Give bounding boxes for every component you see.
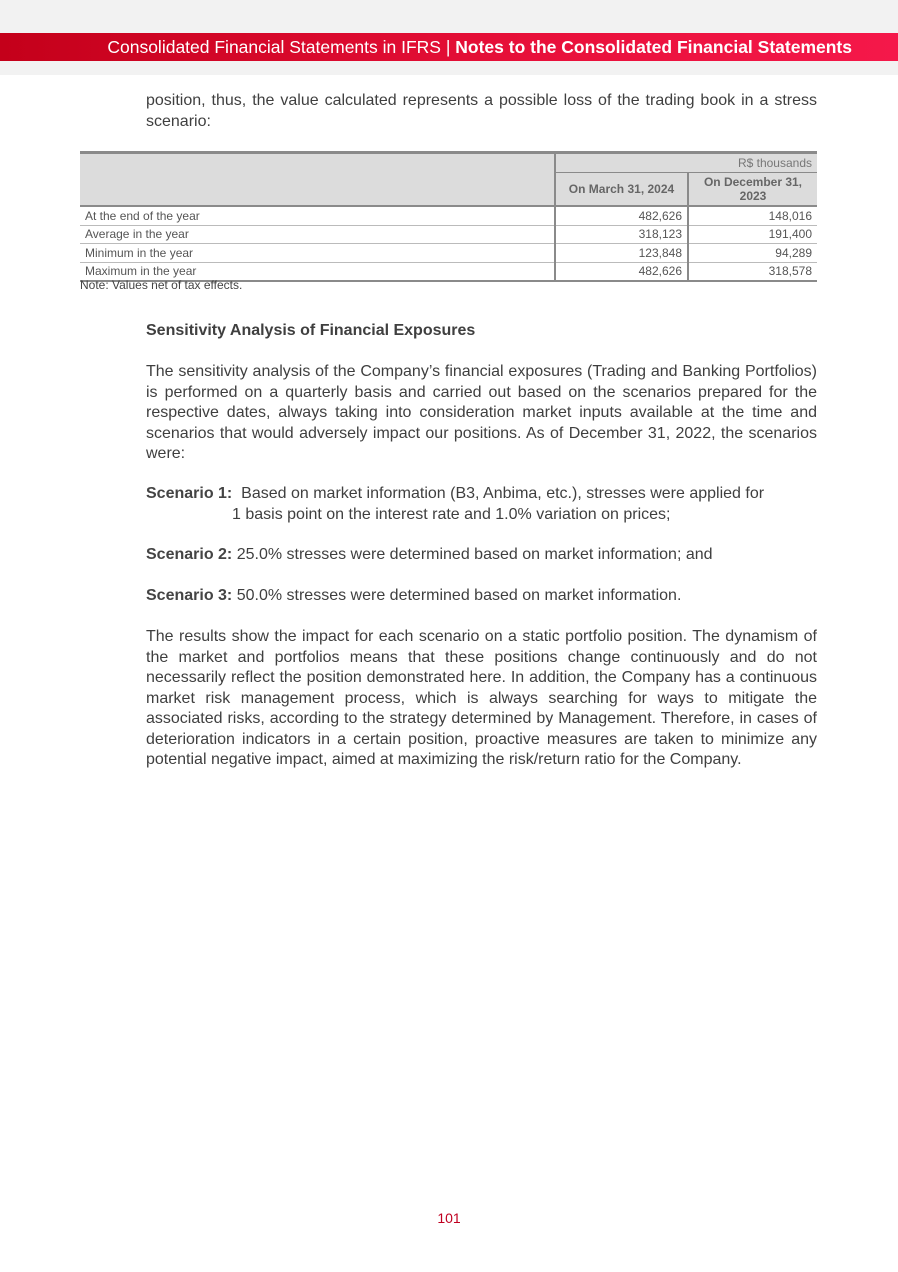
scenario-text: 50.0% stresses were determined based on market information. <box>236 587 682 604</box>
header-section: Consolidated Financial Statements in IFRS <box>107 37 441 57</box>
header-chapter: Notes to the Consolidated Financial Statements <box>455 37 852 57</box>
scenario-text: 25.0% stresses were determined based on market information; and <box>236 546 713 563</box>
cell: 318,578 <box>688 262 817 281</box>
row-label: At the end of the year <box>80 206 555 225</box>
cell: 148,016 <box>688 206 817 225</box>
scenario-1 <box>146 484 817 525</box>
scenario-label: Scenario 2: <box>146 546 233 563</box>
table-row <box>80 206 817 225</box>
cell: 482,626 <box>555 206 688 225</box>
cell: 318,123 <box>555 225 688 244</box>
section-paragraph-1: The sensitivity analysis of the Company’s financial exposures (Trading and Banking Portfolios) is performed on a quarterly basis and carried out based on the scenarios prepared for the respective dates, always taking into consideration market inputs available at the time and scenarios that would adversely impact our positions. As of December 31, 2022, the scenarios were: <box>146 363 817 462</box>
page-number: 101 <box>437 1210 461 1226</box>
row-label: Maximum in the year <box>80 262 555 281</box>
scenario-label: Scenario 1: <box>146 485 233 502</box>
intro-paragraph: position, thus, the value calculated represents a possible loss of the trading book in a stress scenario: <box>146 92 817 130</box>
cell: 94,289 <box>688 244 817 263</box>
table-note: Note: Values net of tax effects. <box>80 278 243 292</box>
table-row <box>80 244 817 263</box>
cell: 482,626 <box>555 262 688 281</box>
section-title: Sensitivity Analysis of Financial Exposures <box>146 322 476 339</box>
cell: 123,848 <box>555 244 688 263</box>
row-label: Average in the year <box>80 225 555 244</box>
table-row <box>80 225 817 244</box>
scenario-label: Scenario 3: <box>146 587 233 604</box>
table-unit: R$ thousands <box>555 153 817 173</box>
section-paragraph-2: The results show the impact for each scenario on a static portfolio position. The dynamism of the market and portfolios means that these positions change continuously and do not necessarily reflect the position demonstrated here. In addition, the Company has a continuous market risk management process, which is always searching for ways to mitigate the associated risks, according to the strategy determined by Management. Therefore, in cases of deterioration indicators in a certain position, proactive measures are taken to minimize any potential negative impact, aimed at maximizing the risk/return ratio for the Company. <box>146 628 817 768</box>
header-banner <box>0 33 898 61</box>
cell: 191,400 <box>688 225 817 244</box>
scenario-3 <box>146 586 817 607</box>
column-header: On December 31, 2023 <box>688 173 817 207</box>
header-separator: | <box>440 37 456 57</box>
table-corner <box>80 153 555 207</box>
scenario-2 <box>146 545 817 566</box>
scenario-text: Based on market information (B3, Anbima, etc.), stresses were applied for <box>241 485 765 502</box>
row-label: Minimum in the year <box>80 244 555 263</box>
scenario-text-cont: 1 basis point on the interest rate and 1.0% variation on prices; <box>232 505 671 523</box>
column-header: On March 31, 2024 <box>555 173 688 207</box>
stress-loss-table <box>80 151 817 282</box>
